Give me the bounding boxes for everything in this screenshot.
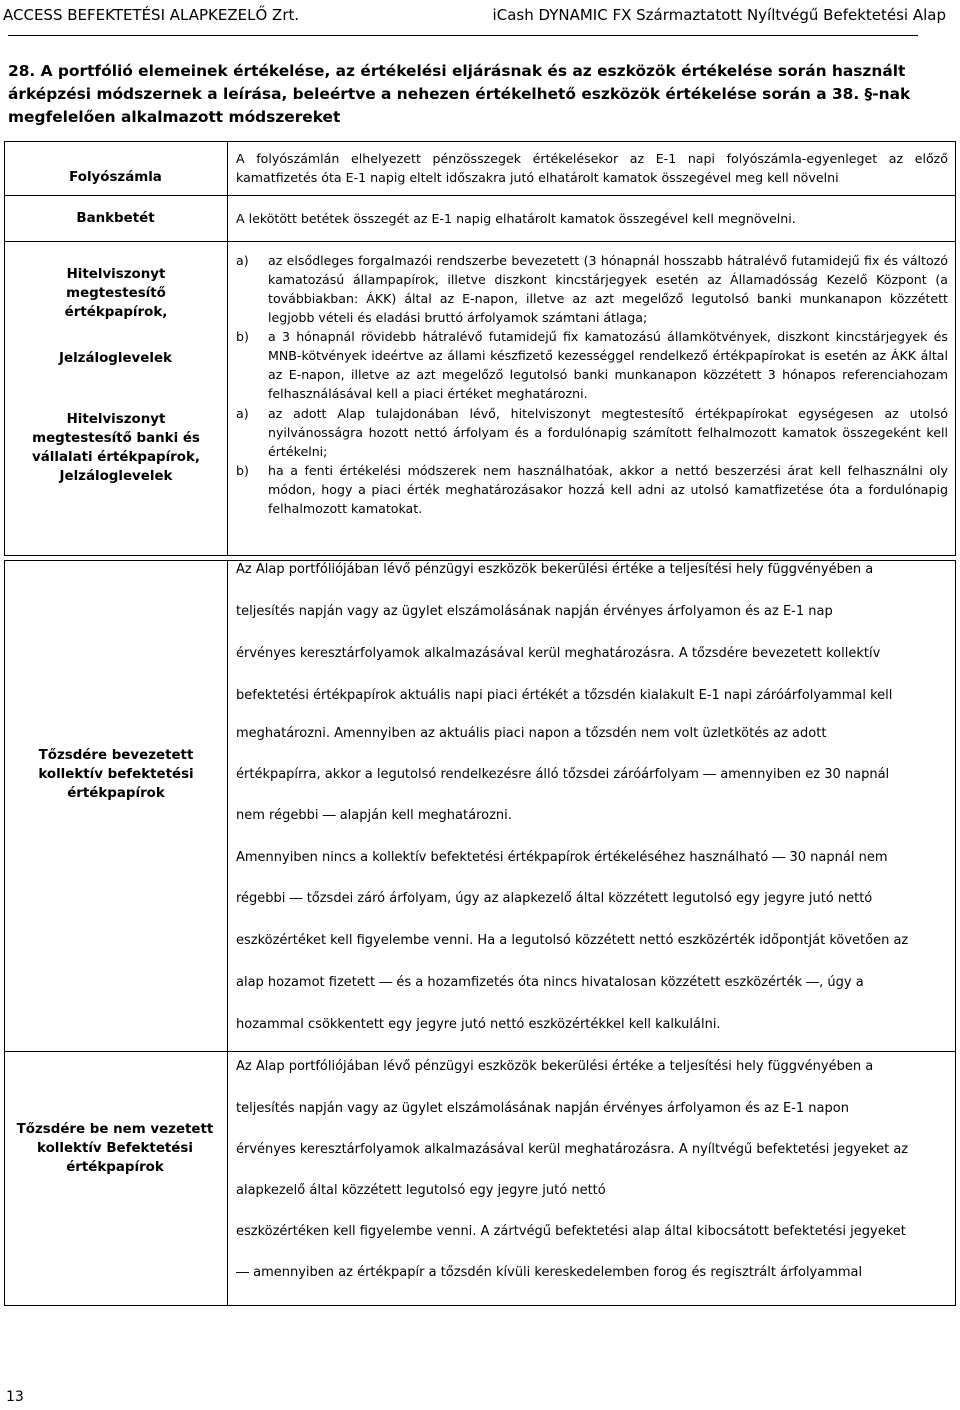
item-text: az adott Alap tulajdonában lévő, hitelviszonyt megtestesítő értékpapírokat egységesen az utolsó nyilvánosságra hozott nettó árfolyam és a fordulónapig számított felhalmozott kamatok összegeként kell értékelni; [268, 406, 948, 459]
header-company: ACCESS BEFEKTETÉSI ALAPKEZELŐ Zrt. [3, 6, 300, 24]
text-line: Amennyiben nincs a kollektív befektetési értékpapírok értékeléséhez használható ― 30 napnál nem [236, 850, 888, 865]
table-2-column-divider [227, 560, 228, 1306]
row-label-listed-collective-securities: Tőzsdére bevezetett kollektív befektetési értékpapírok [38, 748, 194, 801]
text-line: meghatározni. Amennyiben az aktuális piaci napon a tőzsdén nem volt üzletkötés az adott [236, 726, 827, 741]
row-label-unlisted-collective-securities: Tőzsdére be nem vezetett kollektív Befektetési értékpapírok [16, 1122, 214, 1175]
page-header [0, 0, 960, 40]
text-line: befektetési értékpapírok aktuális napi piaci értékét a tőzsdén kialakult E-1 napi záróárfolyammal kell [236, 688, 893, 703]
list-item [236, 461, 948, 518]
text-line: ― amennyiben az értékpapír a tőzsdén kívüli kereskedelemben forog és regisztrált árfolyammal [236, 1265, 863, 1280]
item-marker: b) [236, 329, 249, 344]
text-line: értékpapírra, akkor a legutolsó rendelkezésre álló tőzsdei záróárfolyam ― amennyiben ez 30 napnál [236, 767, 890, 782]
item-text: ha a fenti értékelési módszerek nem használhatóak, akkor a nettó beszerzési árat kell felhasználni oly módon, hogy a piaci érték meghatározásakor hozzá kell adni az utolsó kamatfizetése óta a fordulónapig felhalmozott kamatokat. [268, 463, 948, 516]
bank-deposit-valuation-text: A lekötött betétek összegét az E-1 napig elhatárolt kamatok összegével kell megnövelni. [236, 211, 796, 226]
row-label-current-account: Folyószámla [69, 170, 162, 185]
text-line: eszközértéket kell figyelembe venni. Ha a legutolsó közzétett nettó eszközérték időpontját követően az [236, 933, 909, 948]
row-label-bank-deposit: Bankbetét [76, 211, 155, 226]
row-label-debt-securities: Hitelviszonyt megtestesítő értékpapírok, [64, 267, 168, 320]
text-line: teljesítés napján vagy az ügylet elszámolásának napján érvényes árfolyamon és az E-1 nap [236, 604, 833, 619]
list-item [236, 327, 948, 403]
text-line: érvényes keresztárfolyamok alkalmazásával kerül meghatározásra. A nyíltvégű befektetési jegyeket az [236, 1142, 909, 1157]
text-line: Az Alap portfóliójában lévő pénzügyi eszközök bekerülési értéke a teljesítési hely függvényében a [236, 1059, 874, 1074]
table-2-row-divider [4, 1051, 956, 1052]
item-marker: a) [236, 406, 249, 421]
table-1-column-divider [227, 141, 228, 556]
text-line: alap hozamot fizetett ― és a hozamfizetés óta nincs hivatalosan közzétett eszközérték ―, úgy a [236, 975, 864, 990]
row-label-bank-corporate-securities: Hitelviszonyt megtestesítő banki és vállalati értékpapírok, Jelzáloglevelek [32, 412, 200, 484]
item-text: az elsődleges forgalmazói rendszerbe bevezetett (3 hónapnál hosszabb hátralévő futamidejű fix és változó kamatozású állampapírok, illetve diszkont kincstárjegyek esetén az Államadósság Kezelő Központ (a továbbiakban: ÁKK) által az E-napon, illetve az azt megelőző legutolsó banki munkanapon közzétett legjobb vételi és eladási bruttó árfolyamok számtani átlaga; [268, 253, 948, 325]
table-1-row-divider [4, 195, 956, 196]
item-text: a 3 hónapnál rövidebb hátralévő futamidejű fix kamatozású államkötvények, diszkont kincstárjegyek és MNB-kötvények ideértve az állami készfizető kezességgel rendelkező értékpapírokat is esetén az ÁKK által az E-napon, illetve az azt megelőző legutolsó banki munkanapon közzétett 3 hónapos referenciahozam felhasználásával kell a piaci értéket meghatározni. [268, 329, 948, 401]
text-line: alapkezelő által közzétett legutolsó egy jegyre jutó nettó [236, 1183, 606, 1198]
current-account-valuation-text: A folyószámlán elhelyezett pénzösszegek értékelésekor az E-1 napi folyószámla-egyenleget az előző kamatfizetés óta E-1 napig eltelt időszakra jutó elhatárolt kamatok összegével meg kell növelni [236, 151, 948, 185]
list-item [236, 251, 948, 327]
header-divider [8, 35, 918, 36]
text-line: Az Alap portfóliójában lévő pénzügyi eszközök bekerülési értéke a teljesítési hely függvényében a [236, 562, 874, 577]
page-number: 13 [6, 1389, 24, 1405]
text-line: érvényes keresztárfolyamok alkalmazásával kerül meghatározásra. A tőzsdére bevezetett kollektív [236, 646, 881, 661]
table-1-row-divider [4, 241, 956, 242]
item-marker: a) [236, 253, 249, 268]
section-heading: 28. A portfólió elemeinek értékelése, az értékelési eljárásnak és az eszközök értékelése során használt árképzési módszernek a leírása, beleértve a nehezen értékelhető eszközök értékelése során a 38. §-nak megfelelően alkalmazott módszereket [8, 62, 911, 126]
list-item [236, 404, 948, 461]
header-fund-name: iCash DYNAMIC FX Származtatott Nyíltvégű Befektetési Alap [492, 6, 946, 24]
text-line: eszközértéken kell figyelembe venni. A zártvégű befektetési alap által kibocsátott befektetési jegyeket [236, 1224, 906, 1239]
text-line: régebbi ― tőzsdei záró árfolyam, úgy az alapkezelő által közzétett legutolsó egy jegyre jutó nettó [236, 891, 873, 906]
unlisted-collective-securities-text [236, 1059, 952, 1299]
listed-collective-securities-text [236, 562, 952, 1042]
row-label-mortgage-bonds: Jelzáloglevelek [59, 351, 172, 366]
text-line: teljesítés napján vagy az ügylet elszámolásának napján érvényes árfolyamon és az E-1 napon [236, 1101, 849, 1116]
text-line: nem régebbi ― alapján kell meghatározni. [236, 808, 512, 823]
text-line: hozammal csökkentett egy jegyre jutó nettó eszközértékkel kell kalkulálni. [236, 1017, 721, 1032]
item-marker: b) [236, 463, 249, 478]
